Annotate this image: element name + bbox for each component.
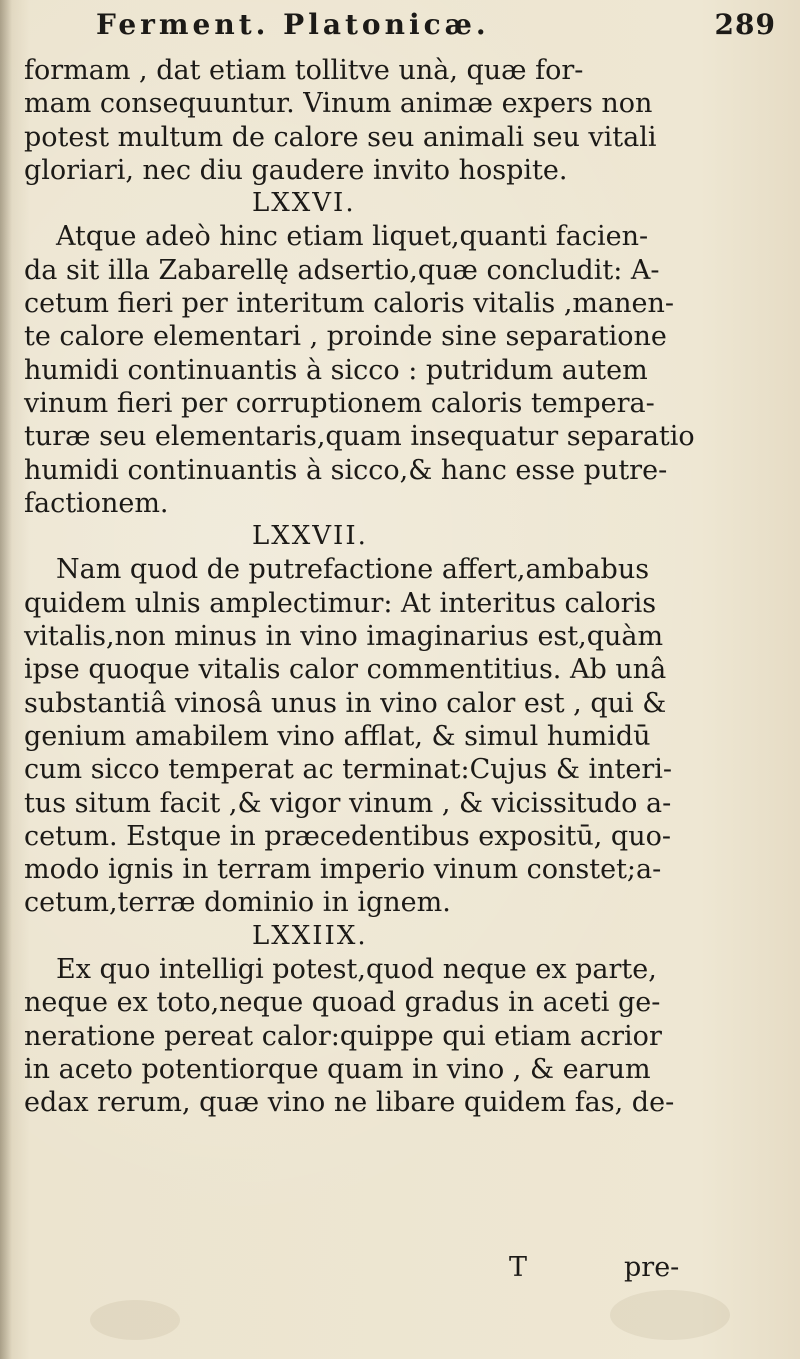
- paper-stain: [610, 1290, 730, 1340]
- text-line: factionem.: [24, 487, 169, 519]
- text-line: in aceto potentiorque quam in vino , & earum: [24, 1053, 651, 1085]
- text-line: Ex quo intelligi potest,quod neque ex parte,: [56, 954, 657, 986]
- catchword-line: [24, 1252, 764, 1286]
- text-line: gloriari, nec diu gaudere invito hospite.: [24, 154, 568, 186]
- text-line: vinum fieri per corruptionem caloris tempera-: [24, 387, 655, 419]
- text-line: quidem ulnis amplectimur: At interitus caloris: [24, 587, 657, 619]
- text-line: Atque adeò hinc etiam liquet,quanti facien-: [56, 221, 649, 253]
- text-line: formam , dat etiam tollitve unà, quæ for-: [24, 55, 584, 86]
- text-line: tus situm facit ,& vigor vinum , & vicissitudo a-: [24, 787, 672, 819]
- text-line: substantiâ vinosâ unus in vino calor est , qui &: [24, 687, 667, 719]
- text-line: neratione pereat calor:quippe qui etiam acrior: [24, 1020, 662, 1052]
- text-line: cetum. Estque in præcedentibus expositū, quo-: [24, 820, 671, 852]
- text-line: te calore elementari , proinde sine separatione: [24, 321, 667, 353]
- running-head: [96, 8, 776, 46]
- catchword: pre-: [624, 1252, 680, 1283]
- text-line: humidi continuantis à sicco : putridum autem: [24, 354, 648, 386]
- section-heading: LXXIIX.: [252, 920, 368, 951]
- text-line: ipse quoque vitalis calor commentitius. Ab unâ: [24, 654, 667, 686]
- paper-stain: [90, 1300, 180, 1340]
- signature-mark: T: [509, 1252, 528, 1283]
- running-title: Ferment. Platonicæ.: [96, 8, 490, 41]
- gutter-shadow: [0, 0, 12, 1359]
- section-heading: LXXVII.: [252, 521, 368, 552]
- text-line: modo ignis in terram imperio vinum constet;a-: [24, 854, 662, 886]
- text-line: da sit illa Zabarellę adsertio,quæ concludit: A-: [24, 254, 660, 286]
- page-number: 289: [714, 8, 776, 41]
- body-text: [24, 54, 764, 1120]
- text-line: potest multum de calore seu animali seu vitali: [24, 121, 657, 153]
- text-line: humidi continuantis à sicco,& hanc esse putre-: [24, 454, 668, 486]
- text-line: mam consequuntur. Vinum animæ expers non: [24, 88, 653, 120]
- text-line: edax rerum, quæ vino ne libare quidem fas, de-: [24, 1087, 675, 1119]
- text-line: genium amabilem vino afflat, & simul humidū: [24, 720, 651, 752]
- text-line: cetum fieri per interitum caloris vitalis ,manen-: [24, 288, 675, 320]
- section-heading: LXXVI.: [252, 188, 356, 219]
- text-line: cetum,terræ dominio in ignem.: [24, 887, 451, 919]
- text-line: turæ seu elementaris,quam insequatur separatio: [24, 421, 695, 453]
- text-line: neque ex toto,neque quoad gradus in aceti ge-: [24, 987, 661, 1019]
- text-line: Nam quod de putrefactione affert,ambabus: [56, 554, 650, 586]
- text-line: vitalis,non minus in vino imaginarius est,quàm: [24, 621, 664, 653]
- text-line: cum sicco temperat ac terminat:Cujus & interi-: [24, 754, 672, 786]
